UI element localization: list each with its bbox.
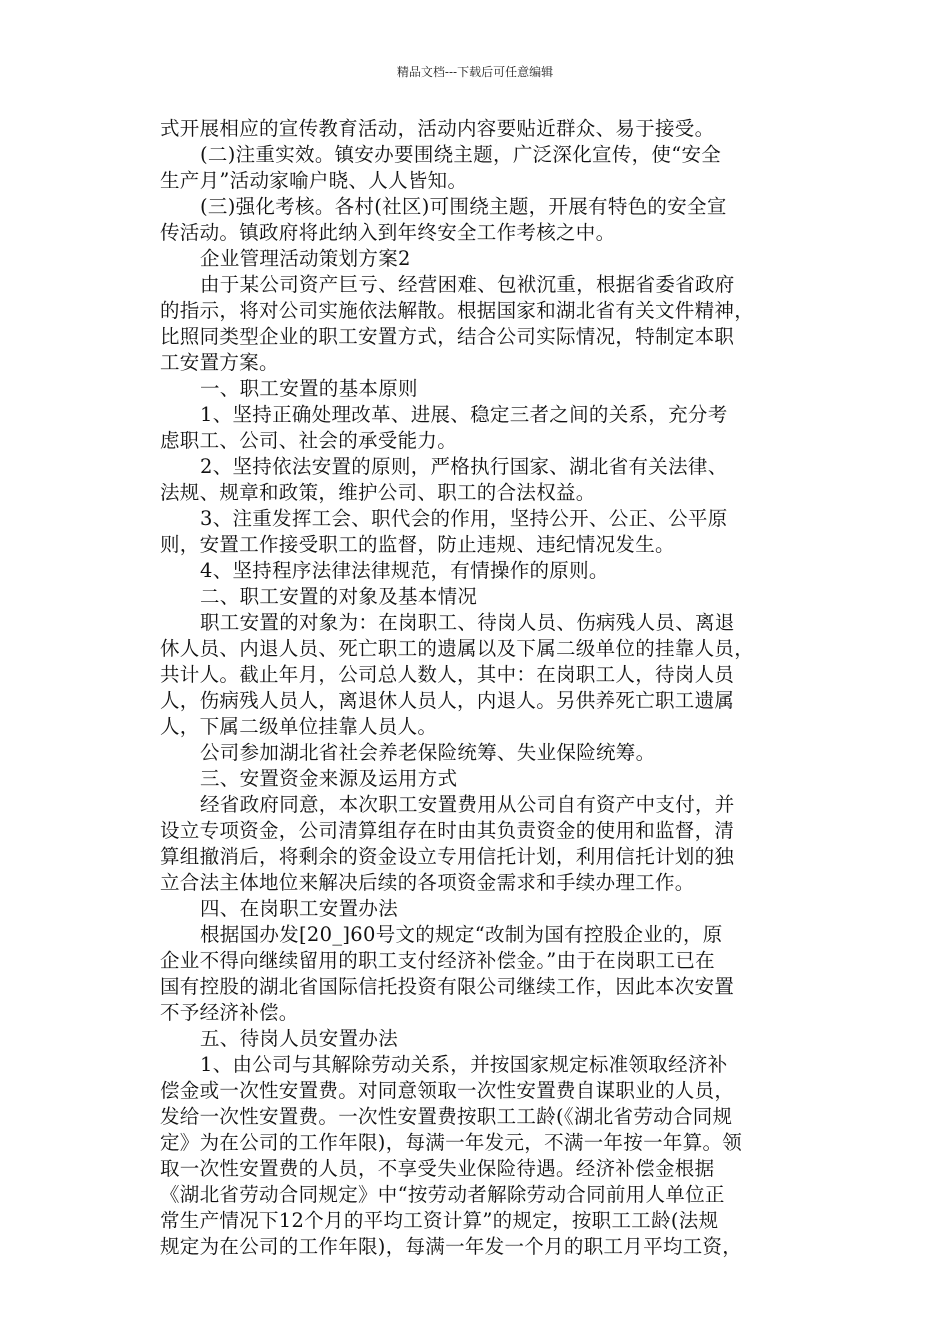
text-line: 常生产情况下12个月的平均工资计算”的规定，按职工工龄(法规 (160, 1209, 719, 1232)
text-line: 国有控股的湖北省国际信托投资有限公司继续工作，因此本次安置 (160, 975, 735, 998)
text-line: 不予经济补偿。 (160, 1001, 299, 1024)
text-line: 根据国办发[20_]60号文的规定“改制为国有控股企业的，原 (200, 923, 723, 946)
text-line: (二)注重实效。镇安办要围绕主题，广泛深化宣传，使“安全 (200, 143, 722, 166)
text-line: 则，安置工作接受职工的监督，防止违规、违纪情况发生。 (160, 533, 675, 556)
text-line: 经省政府同意，本次职工安置费用从公司自有资产中支付，并 (200, 793, 735, 816)
text-line: 共计人。截止年月，公司总人数人，其中：在岗职工人，待岗人员 (160, 663, 735, 686)
text-line: 2、坚持依法安置的原则，严格执行国家、湖北省有关法律、 (200, 455, 728, 478)
text-line: 三、安置资金来源及运用方式 (200, 767, 458, 790)
document-body (160, 116, 808, 1260)
text-line: 发给一次性安置费。一次性安置费按职工工龄(《湖北省劳动合同规 (160, 1105, 733, 1128)
text-line: 公司参加湖北省社会养老保险统筹、失业保险统筹。 (200, 741, 656, 764)
text-line: 工安置方案。 (160, 351, 279, 374)
text-line: 偿金或一次性安置费。对同意领取一次性安置费自谋职业的人员， (160, 1079, 735, 1102)
text-line: 企业不得向继续留用的职工支付经济补偿金。”由于在岗职工已在 (160, 949, 715, 972)
text-line: 二、职工安置的对象及基本情况 (200, 585, 478, 608)
text-line: 3、注重发挥工会、职代会的作用，坚持公开、公正、公平原 (200, 507, 728, 530)
text-line: 设立专项资金，公司清算组存在时由其负责资金的使用和监督，清 (160, 819, 735, 842)
text-line: 取一次性安置费的人员，不享受失业保险待遇。经济补偿金根据 (160, 1157, 715, 1180)
text-line: 1、坚持正确处理改革、进展、稳定三者之间的关系，充分考 (200, 403, 728, 426)
text-line: 虑职工、公司、社会的承受能力。 (160, 429, 458, 452)
text-line: 人，伤病残人员人，离退休人员人，内退人。另供养死亡职工遗属 (160, 689, 735, 712)
text-line: 休人员、内退人员、死亡职工的遗属以及下属二级单位的挂靠人员， (160, 637, 755, 660)
text-line: 算组撤消后，将剩余的资金设立专用信托计划，利用信托计划的独 (160, 845, 735, 868)
text-line: 规定为在公司的工作年限)，每满一年发一个月的职工月平均工资， (160, 1235, 743, 1258)
text-line: 四、在岗职工安置办法 (200, 897, 399, 920)
text-line: 1、由公司与其解除劳动关系，并按国家规定标准领取经济补 (200, 1053, 728, 1076)
text-line: 企业管理活动策划方案2 (200, 247, 411, 270)
text-line: 法规、规章和政策，维护公司、职工的合法权益。 (160, 481, 596, 504)
text-line: 立合法主体地位来解决后续的各项资金需求和手续办理工作。 (160, 871, 695, 894)
text-line: 人，下属二级单位挂靠人员人。 (160, 715, 438, 738)
text-line: 生产月”活动家喻户晓、人人皆知。 (160, 169, 468, 192)
text-line: 传活动。镇政府将此纳入到年终安全工作考核之中。 (160, 221, 616, 244)
text-line: 比照同类型企业的职工安置方式，结合公司实际情况，特制定本职 (160, 325, 735, 348)
text-line: (三)强化考核。各村(社区)可围绕主题，开展有特色的安全宣 (200, 195, 727, 218)
text-line: 职工安置的对象为：在岗职工、待岗人员、伤病残人员、离退 (200, 611, 735, 634)
text-line: 一、职工安置的基本原则 (200, 377, 418, 400)
text-line: 《湖北省劳动合同规定》中“按劳动者解除劳动合同前用人单位正 (160, 1183, 725, 1206)
text-line: 由于某公司资产巨亏、经营困难、包袱沉重，根据省委省政府 (200, 273, 735, 296)
text-line: 定》为在公司的工作年限)，每满一年发元，不满一年按一年算。领 (160, 1131, 743, 1154)
text-line: 式开展相应的宣传教育活动，活动内容要贴近群众、易于接受。 (160, 117, 715, 140)
text-line: 五、待岗人员安置办法 (200, 1027, 399, 1050)
text-line: 的指示，将对公司实施依法解散。根据国家和湖北省有关文件精神， (160, 299, 755, 322)
page-header: 精品文档---下载后可任意编辑 (396, 65, 554, 79)
text-line: 4、坚持程序法律法律规范，有情操作的原则。 (200, 559, 609, 582)
